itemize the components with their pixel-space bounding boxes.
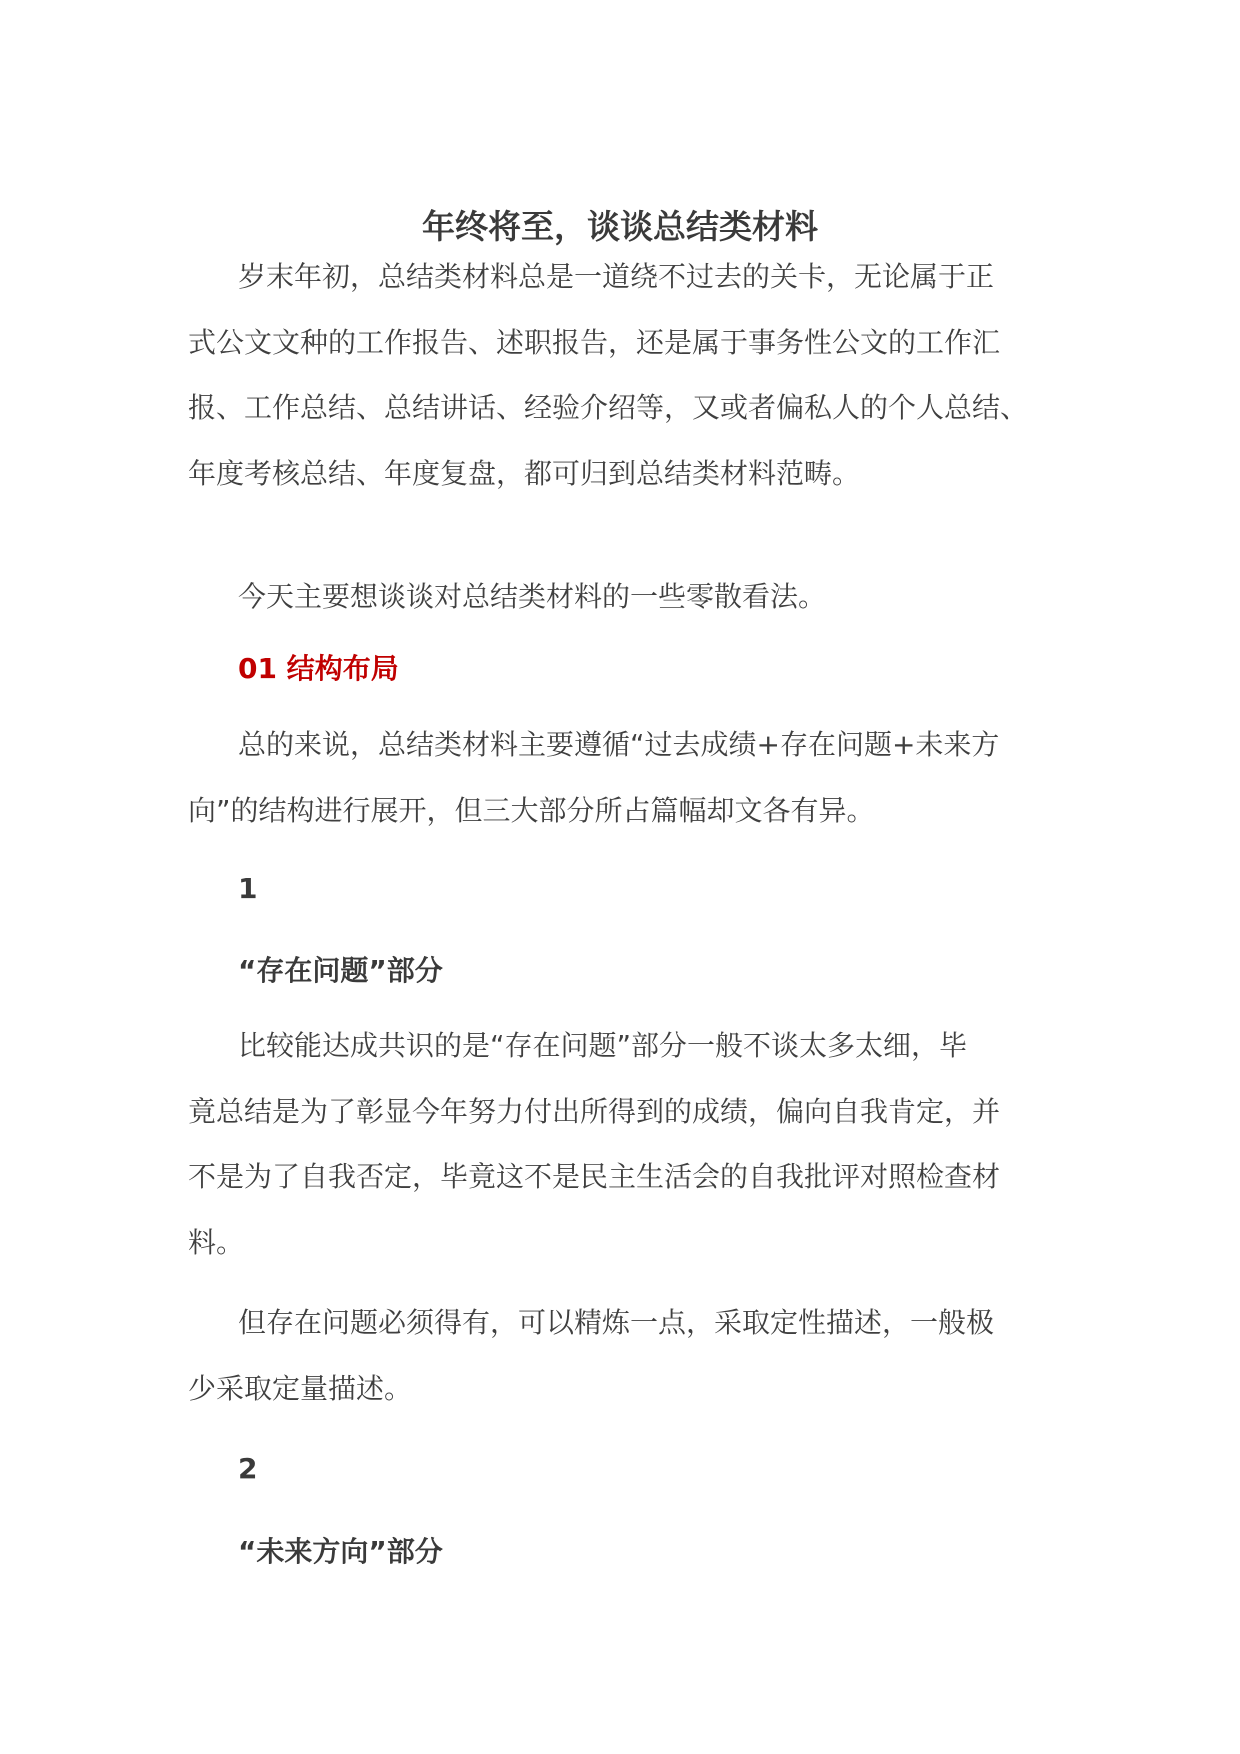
paragraph-line: 式公文文种的工作报告、述职报告，还是属于事务性公文的工作汇	[188, 325, 1001, 359]
paragraph-line: 年度考核总结、年度复盘，都可归到总结类材料范畴。	[188, 456, 861, 490]
paragraph-purpose	[188, 564, 1088, 630]
subsection-number: 2	[238, 1452, 258, 1485]
paragraph-line: 少采取定量描述。	[188, 1371, 413, 1405]
paragraph-line: 但存在问题必须得有，可以精炼一点，采取定性描述，一般极	[238, 1306, 995, 1339]
paragraph-structure	[188, 712, 1088, 843]
paragraph-intro	[188, 244, 1088, 506]
paragraph-line: 报、工作总结、总结讲话、经验介绍等，又或者偏私人的个人总结、	[188, 391, 1029, 424]
paragraph-problems-note	[188, 1290, 1088, 1421]
paragraph-line: 不是为了自我否定，毕竟这不是民主生活会的自我批评对照检查材	[188, 1160, 1001, 1193]
paragraph-line: 今天主要想谈谈对总结类材料的一些零散看法。	[238, 580, 827, 613]
paragraph-problems	[188, 1013, 1088, 1275]
section-heading: 01 结构布局	[238, 652, 399, 685]
paragraph-line: 总的来说，总结类材料主要遵循“过去成绩+存在问题+未来方	[238, 728, 1000, 761]
paragraph-line: 竟总结是为了彰显今年努力付出所得到的成绩，偏向自我肯定，并	[188, 1094, 1001, 1128]
subsection-title: “未来方向”部分	[238, 1535, 443, 1568]
subsection-number: 1	[238, 872, 258, 905]
paragraph-line: 岁末年初，总结类材料总是一道绕不过去的关卡，无论属于正	[238, 260, 995, 293]
paragraph-line: 向”的结构进行展开，但三大部分所占篇幅却文各有异。	[188, 793, 875, 827]
document-title: 年终将至，谈谈总结类材料	[422, 207, 818, 246]
paragraph-line: 料。	[188, 1225, 245, 1259]
subsection-title: “存在问题”部分	[238, 954, 443, 987]
paragraph-line: 比较能达成共识的是“存在问题”部分一般不谈太多太细，毕	[238, 1029, 968, 1062]
